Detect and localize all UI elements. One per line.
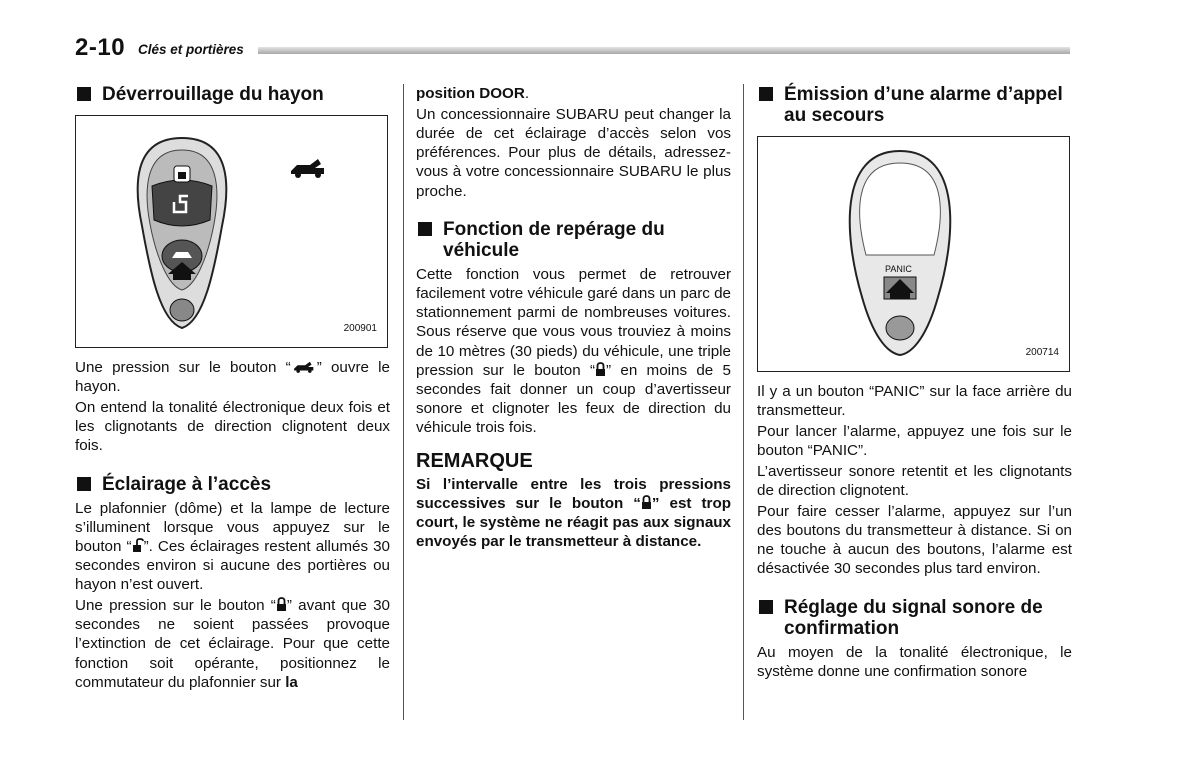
figure-keyfob-back <box>757 136 1070 372</box>
section-heading-confirmation: Réglage du signal sonore de confirmation <box>757 597 1072 639</box>
unlock-icon <box>132 538 144 553</box>
trunk-icon <box>291 360 317 374</box>
paragraph: Une pression sur le bouton “ ” ouvre le hayon. <box>75 359 390 396</box>
section-heading-panic-alarm: Émission d’une alarme d’appel au secours <box>757 84 1072 126</box>
column-3 <box>757 84 1072 682</box>
column-divider-2 <box>743 84 744 720</box>
paragraph: Pour faire cesser l’alarme, appuyez sur l’un des boutons du transmetteur à distance. Si on ne touche à aucun des boutons, l’alarme est désactivée 30 secondes plus tard environ. <box>757 502 1072 578</box>
paragraph: Le plafonnier (dôme) et la lampe de lecture s’illuminent lorsque vous appuyez sur le bouton “ ”. Ces éclairages restent allumés 30 secondes environ si aucune des portières ou hayon n’est ouvert. <box>75 499 390 594</box>
trunk-icon <box>288 156 328 180</box>
chapter-title: Clés et portières <box>138 42 244 57</box>
header-bar <box>258 47 1070 54</box>
section-heading-access-light: Éclairage à l’accès <box>75 474 390 495</box>
key-fob-icon <box>76 116 387 347</box>
column-divider-1 <box>403 84 404 720</box>
figure-code: 200714 <box>1025 346 1059 358</box>
panic-label: PANIC <box>885 264 912 274</box>
paragraph: On entend la tonalité électronique deux fois et les clignotants de direction clignotent deux fois. <box>75 398 390 455</box>
lock-icon <box>595 362 606 377</box>
section-heading-vehicle-locator: Fonction de repérage du véhicule <box>416 219 731 261</box>
lock-icon <box>641 495 652 510</box>
paragraph: Une pression sur le bouton “ ” avant que 30 secondes ne soient passées provoque l’extinction de cet éclairage. Pour que cette fonction soit opérante, positionnez le commutateur du plafonnier sur la <box>75 597 390 691</box>
section-heading-tailgate: Déverrouillage du hayon <box>75 84 390 105</box>
note-heading: REMARQUE <box>416 449 533 472</box>
figure-code: 200901 <box>343 322 377 334</box>
paragraph: L’avertisseur sonore retentit et les clignotants de direction clignotent. <box>757 462 1072 500</box>
lock-icon <box>276 597 287 612</box>
note-text: Si l’intervalle entre les trois pressions successives sur le bouton “ ” est trop court, le système ne réagit pas aux signaux envoyés par le transmetteur à distance. <box>416 475 731 551</box>
paragraph: Au moyen de la tonalité électronique, le système donne une confirmation sonore <box>757 643 1072 680</box>
paragraph: Cette fonction vous permet de retrouver facilement votre véhicule garé dans un parc de stationnement parmi de nombreuses voitures. Sous réserve que vous vous trouviez à moins de 10 mètres (30 pieds) du véhicule, une triple pression sur le bouton “ ” en moins de 5 secondes fait donner un coup d’avertisseur sonore et clignoter les feux de direction du véhicule trois fois. <box>416 265 731 437</box>
paragraph: Un concessionnaire SUBARU peut changer la durée de cet éclairage d’accès selon vos préférences. Pour plus de détails, adressez-vous à votre concessionnaire SUBARU le plus proche. <box>416 105 731 200</box>
column-1 <box>75 84 390 694</box>
column-2 <box>416 84 731 553</box>
page-number: 2-10 <box>75 34 126 61</box>
paragraph: position DOOR. <box>416 85 530 102</box>
paragraph: Pour lancer l’alarme, appuyez une fois sur le bouton “PANIC”. <box>757 422 1072 460</box>
paragraph: Il y a un bouton “PANIC” sur la face arrière du transmetteur. <box>757 383 1072 420</box>
key-fob-icon <box>758 137 1069 371</box>
figure-keyfob-front <box>75 115 388 348</box>
